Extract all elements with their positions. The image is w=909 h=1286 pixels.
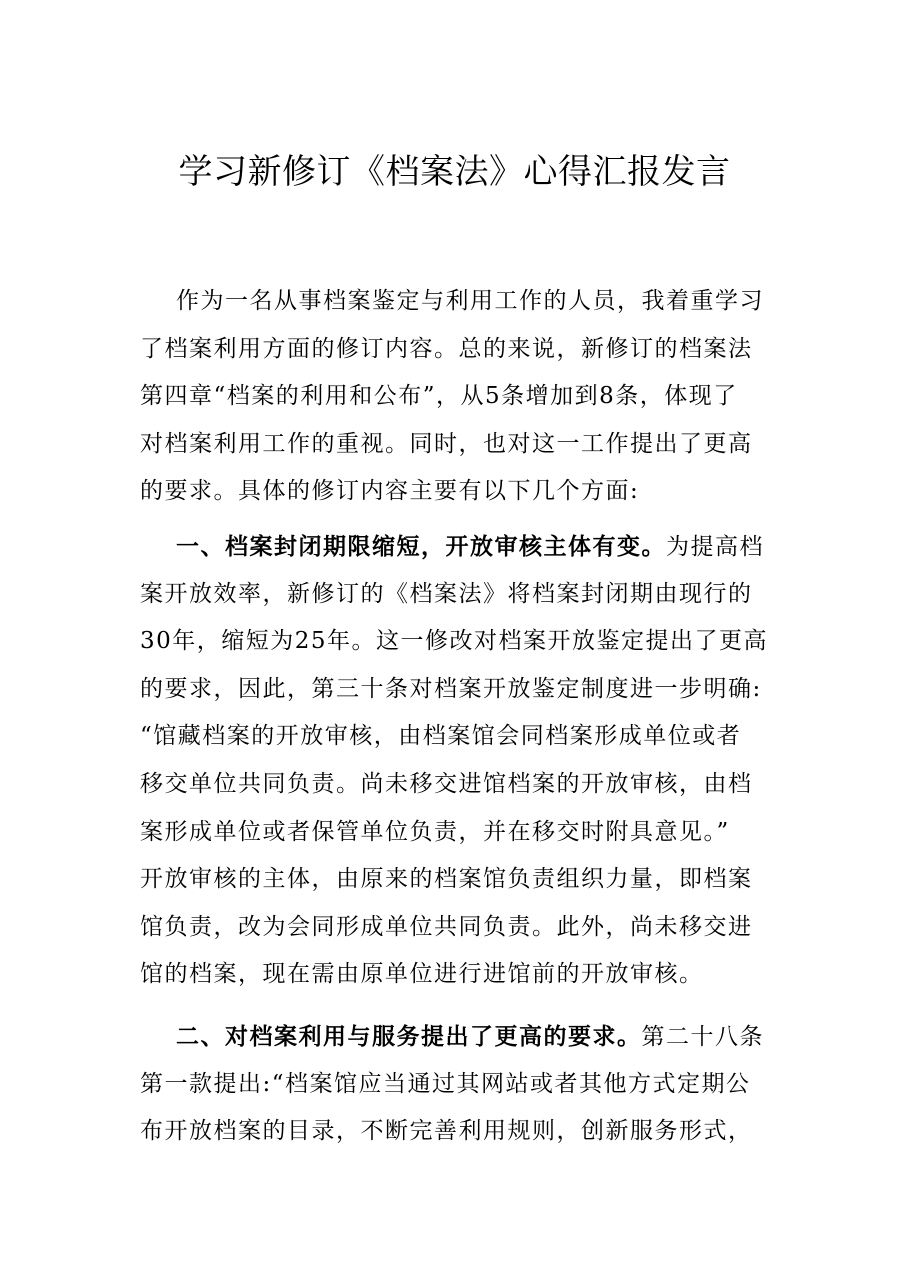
section-heading: 二、对档案利用与服务提出了更高的要求。: [176, 1023, 642, 1050]
paragraph-line: 30年，缩短为25年。这一修改对档案开放鉴定提出了更高: [140, 628, 769, 655]
document-title: 学习新修订《档案法》心得汇报发言: [178, 152, 731, 192]
paragraph-first-line: [140, 523, 772, 571]
paragraph-line: 的要求，因此，第三十条对档案开放鉴定制度进一步明确:: [140, 675, 762, 702]
paragraph-line: 馆的档案，现在需由原单位进行进馆前的开放审核。: [140, 961, 704, 988]
paragraph-line: 移交单位共同负责。尚未移交进馆档案的开放审核，由档: [140, 770, 753, 797]
paragraph-intro: [140, 278, 772, 516]
paragraph-line: 第四章“档案的利用和公布”，从5条增加到8条，体现了: [140, 383, 738, 410]
paragraph-line: 案形成单位或者保管单位负责，并在移交时附具意见。”: [140, 818, 730, 845]
paragraph-line: 馆负责，改为会同形成单位共同负责。此外，尚未移交进: [140, 913, 753, 940]
paragraph-line: 对档案利用工作的重视。同时，也对这一工作提出了更高: [140, 430, 753, 457]
paragraph-line: 布开放档案的目录，不断完善利用规则，创新服务形式，: [140, 1118, 753, 1145]
paragraph-line: 案开放效率，新修订的《档案法》将档案封闭期由现行的: [140, 580, 753, 607]
paragraph-line: 了档案利用方面的修订内容。总的来说，新修订的档案法: [140, 335, 753, 362]
paragraph-section-two: [140, 1013, 772, 1156]
paragraph-section-one: [140, 523, 772, 999]
paragraph-text: 为提高档: [666, 534, 764, 560]
paragraph-line: 开放审核的主体，由原来的档案馆负责组织力量，即档案: [140, 866, 753, 893]
section-heading: 一、档案封闭期限缩短，开放审核主体有变。: [176, 533, 666, 560]
paragraph-text: 第二十八条: [641, 1024, 764, 1050]
paragraph-line: 的要求。具体的修订内容主要有以下几个方面:: [140, 478, 640, 505]
paragraph-line: 第一款提出:“档案馆应当通过其网站或者其他方式定期公: [140, 1070, 751, 1097]
paragraph-line: 作为一名从事档案鉴定与利用工作的人员，我着重学习: [176, 288, 764, 314]
paragraph-first-line: [140, 1013, 772, 1061]
paragraph-line: “馆藏档案的开放审核，由档案馆会同档案形成单位或者: [140, 723, 742, 750]
